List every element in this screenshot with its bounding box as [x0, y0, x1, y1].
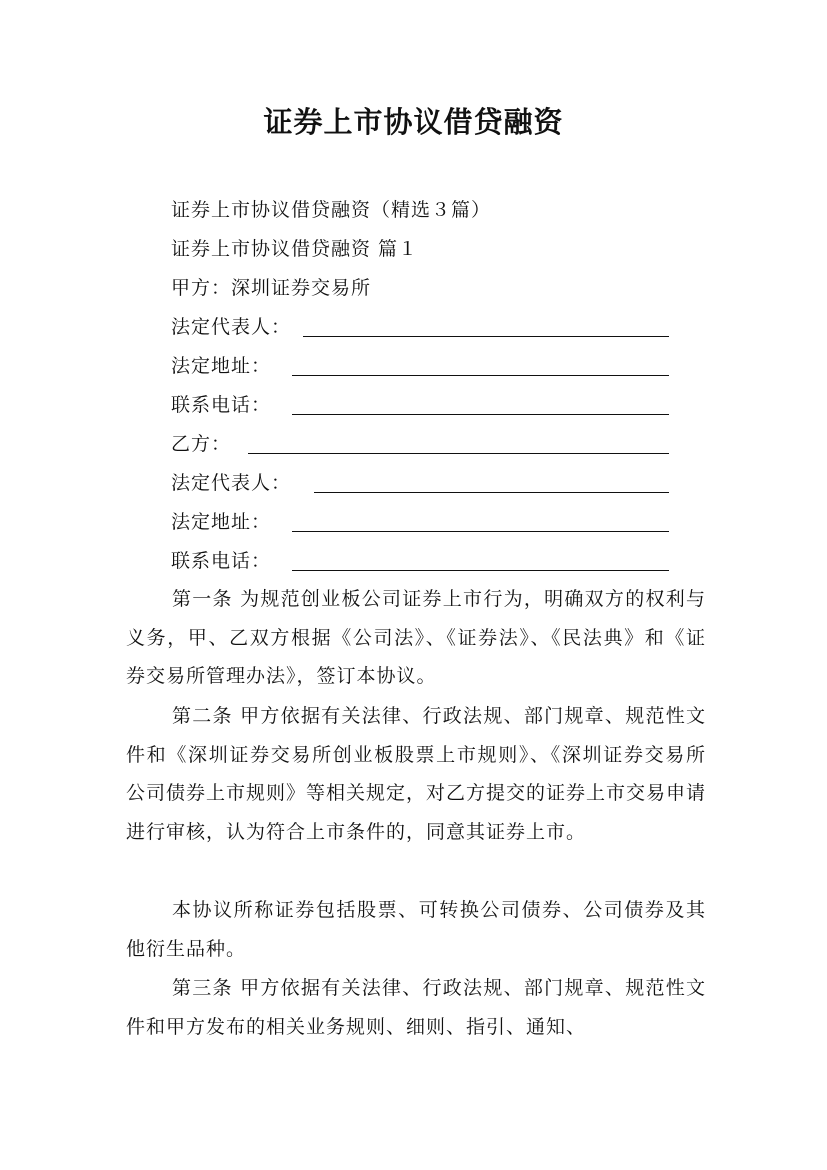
party-b-label: 乙方：	[171, 433, 232, 455]
party-a-phone-blank	[292, 414, 669, 415]
article-1-paragraph: 第一条 为规范创业板公司证券上市行为，明确双方的权利与义务，甲、乙双方根据《公司法》、《证券法》、《民法典》和《证券交易所管理办法》，签订本协议。	[126, 588, 706, 688]
party-b-representative-blank	[314, 492, 669, 493]
party-a-representative-label: 法定代表人：	[171, 316, 292, 338]
document-subtitle: 证券上市协议借贷融资（精选３篇）	[171, 199, 492, 221]
party-a-address-label: 法定地址：	[171, 355, 272, 377]
section-heading: 证券上市协议借贷融资 篇１	[171, 238, 419, 260]
party-a-phone-label: 联系电话：	[171, 394, 272, 416]
party-b-address-blank	[292, 531, 669, 532]
party-b-address-label: 法定地址：	[171, 511, 272, 533]
party-b-representative-label: 法定代表人：	[171, 472, 292, 494]
article-2-paragraph: 第二条 甲方依据有关法律、行政法规、部门规章、规范性文件和《深圳证券交易所创业板股票上市规则》、《深圳证券交易所公司债券上市规则》等相关规定，对乙方提交的证券上市交易申请进行审核，认为符合上市条件的，同意其证券上市。	[126, 705, 707, 843]
party-a-address-blank	[292, 375, 669, 376]
party-a-representative-blank	[303, 336, 669, 337]
party-b-phone-label: 联系电话：	[171, 550, 272, 572]
party-a-line: 甲方：深圳证券交易所	[171, 277, 372, 299]
document-title: 证券上市协议借贷融资	[263, 105, 564, 139]
party-b-phone-blank	[292, 570, 669, 571]
securities-definition-paragraph: 本协议所称证券包括股票、可转换公司债券、公司债券及其他衍生品种。	[126, 899, 706, 960]
article-3-paragraph: 第三条 甲方依据有关法律、行政法规、部门规章、规范性文件和甲方发布的相关业务规则、细则、指引、通知、	[126, 977, 706, 1038]
party-b-blank	[248, 453, 669, 454]
